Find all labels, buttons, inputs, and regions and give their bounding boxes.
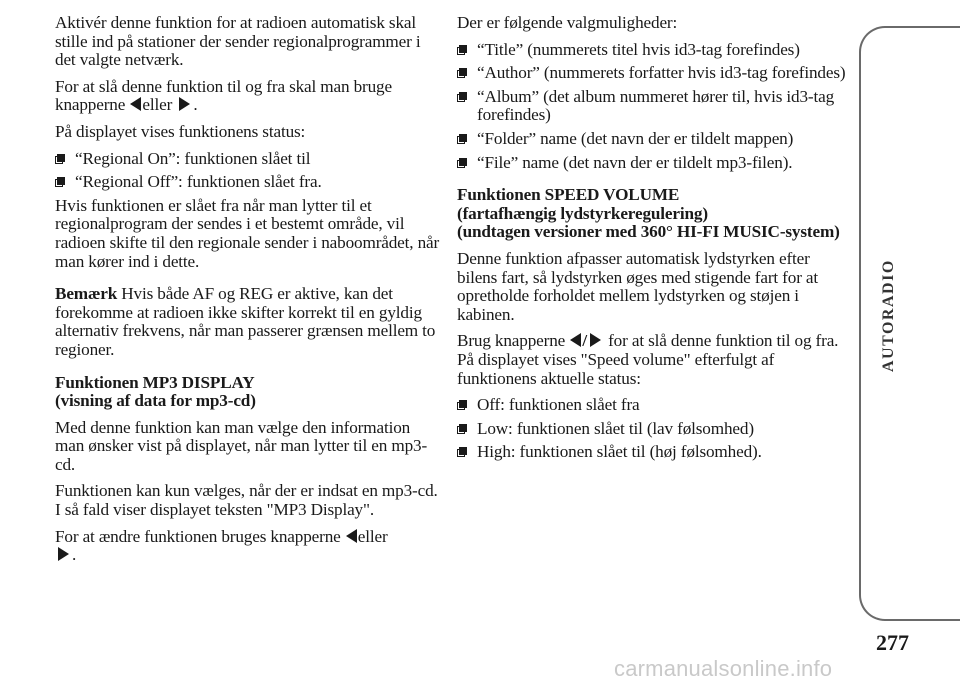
mp3-display-condition: Funktionen kan kun vælges, når der er indsat en mp3-cd. I så fald viser displayet teksten "MP3 Display". [55, 481, 438, 520]
status-intro: På displayet vises funktionens status: [55, 121, 306, 141]
watermark: carmanualsonline.info [614, 656, 833, 681]
left-arrow-icon [570, 333, 581, 347]
options-intro: Der er følgende valgmuligheder: [457, 13, 678, 32]
list-item: “Author” (nummerets forfatter hvis id3-tag forefindes) [457, 64, 847, 83]
section-tab [859, 26, 960, 621]
checkbox-bullet-icon [457, 45, 467, 55]
list-item: High: funktionen slået til (høj følsomhed). [457, 443, 847, 462]
list-item: “Regional Off”: funktionen slået fra. [55, 173, 443, 192]
regional-intro: Aktivér denne funktion for at radioen automatisk skal stille ind på stationer der sender regionalprogrammer i det valgte netværk. [55, 13, 421, 70]
speed-volume-buttons-text: Brug knapperne / for at slå denne funktion til og fra. På displayet vises "Speed volume" efterfulgt af funktionens aktuelle status: [457, 331, 839, 388]
left-column [55, 14, 443, 573]
checkbox-bullet-icon [457, 134, 467, 144]
right-column [457, 14, 847, 467]
right-arrow-icon [58, 547, 69, 561]
checkbox-bullet-icon [457, 158, 467, 168]
checkbox-bullet-icon [55, 177, 65, 187]
regional-off-explanation: Hvis funktionen er slået fra når man lytter til et regionalprogram der sendes i et bestemt område, vil radioen skifte til den regionale sender i naboområdet, når man kører ind i dette. [55, 195, 440, 271]
checkbox-bullet-icon [457, 400, 467, 410]
mp3-display-buttons-text: For at ændre funktionen bruges knapperne eller . [55, 526, 388, 565]
list-item: “File” name (det navn der er tildelt mp3-filen). [457, 154, 847, 173]
note: Bemærk Hvis både AF og REG er aktive, kan det forekomme at radioen ikke skifter korrekt til en gyldig alternativ frekvens, når man passerer grænsen mellem to regioner. [55, 284, 436, 359]
right-arrow-icon [590, 333, 601, 347]
page-number: 277 [876, 630, 909, 655]
checkbox-bullet-icon [457, 68, 467, 78]
checkbox-bullet-icon [457, 424, 467, 434]
list-item: “Album” (det album nummeret hører til, hvis id3-tag forefindes) [457, 88, 847, 125]
speed-volume-description: Denne funktion afpasser automatisk lydstyrken efter bilens fart, så lydstyrken øges med stigende fart for at opretholde forholdet mellem lydstyrken og støjen i kabinen. [457, 248, 819, 324]
left-arrow-icon [130, 97, 141, 111]
checkbox-bullet-icon [457, 447, 467, 457]
list-item: Low: funktionen slået til (lav følsomhed) [457, 420, 847, 439]
section-tab-label: AUTORADIO [880, 259, 897, 372]
mp3-display-description: Med denne funktion kan man vælge den information man ønsker vist på displayet, når man lytter til en mp3-cd. [55, 417, 428, 474]
list-item: “Folder” name (det navn der er tildelt mappen) [457, 130, 847, 149]
right-arrow-icon [179, 97, 190, 111]
section-heading-mp3-display: Funktionen MP3 DISPLAY (visning af data for mp3-cd) [55, 372, 256, 411]
checkbox-bullet-icon [55, 154, 65, 164]
left-arrow-icon [346, 529, 357, 543]
list-item: “Title” (nummerets titel hvis id3-tag forefindes) [457, 41, 847, 60]
list-item: “Regional On”: funktionen slået til [55, 150, 443, 169]
list-item: Off: funktionen slået fra [457, 396, 847, 415]
note-label: Bemærk [55, 284, 118, 304]
checkbox-bullet-icon [457, 92, 467, 102]
section-heading-speed-volume: Funktionen SPEED VOLUME (fartafhængig lydstyrkeregulering) (undtagen versioner med 360° HI-FI MUSIC-system) [457, 185, 840, 242]
regional-buttons-text: For at slå denne funktion til og fra skal man bruge knapperne eller . [55, 76, 392, 115]
